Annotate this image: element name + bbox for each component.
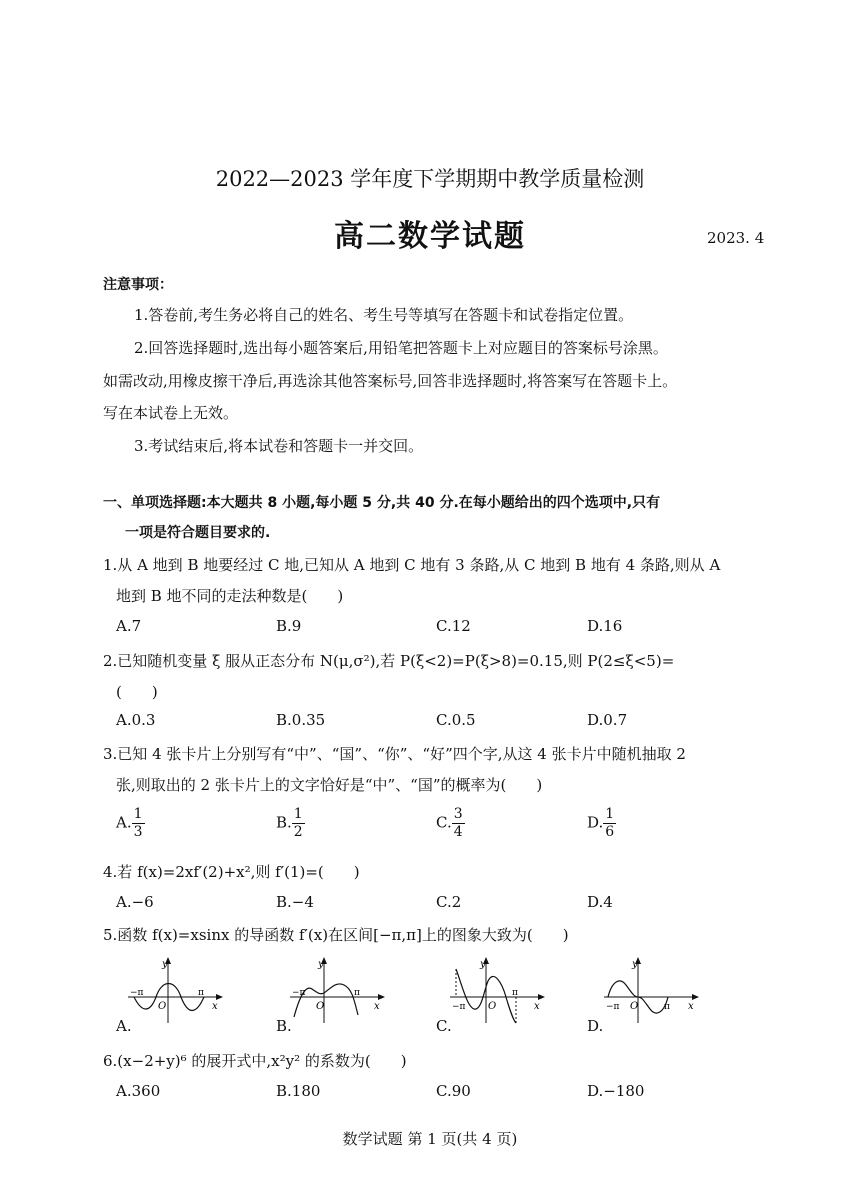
origin-label: O	[316, 1001, 325, 1012]
origin-label: O	[158, 1001, 167, 1012]
pi-label: π	[664, 1002, 670, 1012]
q5-graph-c	[442, 955, 547, 1025]
question-3: 3.已知 4 张卡片上分别写有“中”、“国”、“你”、“好”四个字,从这 4 张卡片中随机抽取 2	[103, 745, 686, 763]
numerator: 1	[605, 806, 615, 822]
exam-title: 高二数学试题	[334, 219, 526, 254]
option-letter: D.	[587, 813, 604, 832]
pi-label: π	[354, 988, 360, 998]
pi-label: π	[512, 988, 518, 998]
q2-option-a: A.0.3	[116, 711, 156, 729]
y-axis-label: y	[162, 959, 168, 970]
q6-option-c: C.90	[436, 1082, 471, 1100]
question-2: 2.已知随机变量 ξ 服从正态分布 N(μ,σ²),若 P(ξ<2)=P(ξ>8)=0.15,则 P(2≤ξ<5)=	[103, 652, 675, 670]
q2-option-c: C.0.5	[436, 711, 476, 729]
denominator: 3	[133, 824, 143, 840]
q6-option-b: B.180	[276, 1082, 321, 1100]
fraction	[452, 806, 465, 841]
q3-option-b	[276, 806, 305, 841]
y-axis-label: y	[632, 959, 638, 970]
question-3-cont: 张,则取出的 2 张卡片上的文字恰好是“中”、“国”的概率为( )	[116, 776, 543, 794]
notice-item-3: 3.考试结束后,将本试卷和答题卡一并交回。	[134, 437, 424, 455]
section-heading-cont: 一项是符合题目要求的.	[125, 525, 271, 541]
q6-option-d: D.−180	[587, 1082, 645, 1100]
option-letter: A.	[116, 813, 132, 832]
neg-pi-label: −π	[130, 988, 144, 998]
q4-option-b: B.−4	[276, 893, 314, 911]
exam-date: 2023. 4	[707, 229, 765, 247]
x-axis-label: x	[212, 1001, 218, 1012]
q4-option-c: C.2	[436, 893, 462, 911]
question-4: 4.若 f(x)=2xf′(2)+x²,则 f′(1)=( )	[103, 863, 360, 881]
x-axis-label: x	[688, 1001, 694, 1012]
notice-heading: 注意事项：	[103, 277, 173, 293]
pi-label: π	[198, 988, 204, 998]
notice-item-2-cont2: 写在本试卷上无效。	[103, 404, 239, 422]
q5-option-c: C.	[436, 1017, 452, 1035]
option-letter: B.	[276, 813, 292, 832]
x-axis-label: x	[374, 1001, 380, 1012]
denominator: 6	[605, 824, 615, 840]
denominator: 4	[453, 824, 463, 840]
origin-label: O	[488, 1001, 497, 1012]
neg-pi-label: −π	[452, 1002, 466, 1012]
q3-option-c	[436, 806, 465, 841]
x-axis-label: x	[534, 1001, 540, 1012]
q5-option-b: B.	[276, 1017, 292, 1035]
question-1-cont: 地到 B 地不同的走法种数是( )	[116, 587, 344, 605]
fraction	[132, 806, 145, 841]
numerator: 1	[133, 806, 143, 822]
q3-option-a	[116, 806, 145, 841]
q1-option-d: D.16	[587, 617, 623, 635]
y-axis-label: y	[318, 959, 324, 970]
question-2-cont: ( )	[116, 683, 158, 701]
option-letter: C.	[436, 813, 452, 832]
question-1: 1.从 A 地到 B 地要经过 C 地,已知从 A 地到 C 地有 3 条路,从 C 地到 B 地有 4 条路,则从 A	[103, 556, 721, 574]
fraction	[603, 806, 616, 841]
page-footer: 数学试题 第 1 页(共 4 页)	[342, 1130, 518, 1148]
numerator: 3	[453, 806, 463, 822]
section-heading: 一、单项选择题:本大题共 8 小题,每小题 5 分,共 40 分.在每小题给出的四个选项中,只有	[103, 495, 661, 511]
question-5: 5.函数 f(x)=xsinx 的导函数 f′(x)在区间[−π,π]上的图象大致为( )	[103, 926, 569, 944]
notice-item-2: 2.回答选择题时,选出每小题答案后,用铅笔把答题卡上对应题目的答案标号涂黑。	[134, 339, 668, 357]
neg-pi-label: −π	[292, 988, 306, 998]
q3-option-d	[587, 806, 616, 841]
notice-item-1: 1.答卷前,考生务必将自己的姓名、考生号等填写在答题卡和试卷指定位置。	[134, 306, 634, 324]
neg-pi-label: −π	[606, 1002, 620, 1012]
notice-item-2-cont: 如需改动,用橡皮擦干净后,再选涂其他答案标号,回答非选择题时,将答案写在答题卡上。	[103, 372, 678, 390]
y-axis-label: y	[480, 959, 486, 970]
q5-option-a: A.	[116, 1017, 132, 1035]
q1-option-a: A.7	[116, 617, 142, 635]
q1-option-c: C.12	[436, 617, 471, 635]
q1-option-b: B.9	[276, 617, 302, 635]
question-6: 6.(x−2+y)⁶ 的展开式中,x²y² 的系数为( )	[103, 1052, 407, 1070]
q4-option-a: A.−6	[116, 893, 154, 911]
q5-graph-b	[282, 955, 387, 1025]
q6-option-a: A.360	[116, 1082, 161, 1100]
q2-option-b: B.0.35	[276, 711, 326, 729]
exam-subtitle: 2022—2023 学年度下学期期中教学质量检测	[215, 167, 645, 191]
fraction	[292, 806, 305, 841]
q5-graph-d	[600, 955, 705, 1025]
q5-option-d: D.	[587, 1017, 604, 1035]
q2-option-d: D.0.7	[587, 711, 628, 729]
numerator: 1	[293, 806, 303, 822]
q5-graph-a	[120, 955, 225, 1025]
q4-option-d: D.4	[587, 893, 613, 911]
origin-label: O	[630, 1001, 639, 1012]
denominator: 2	[293, 824, 303, 840]
